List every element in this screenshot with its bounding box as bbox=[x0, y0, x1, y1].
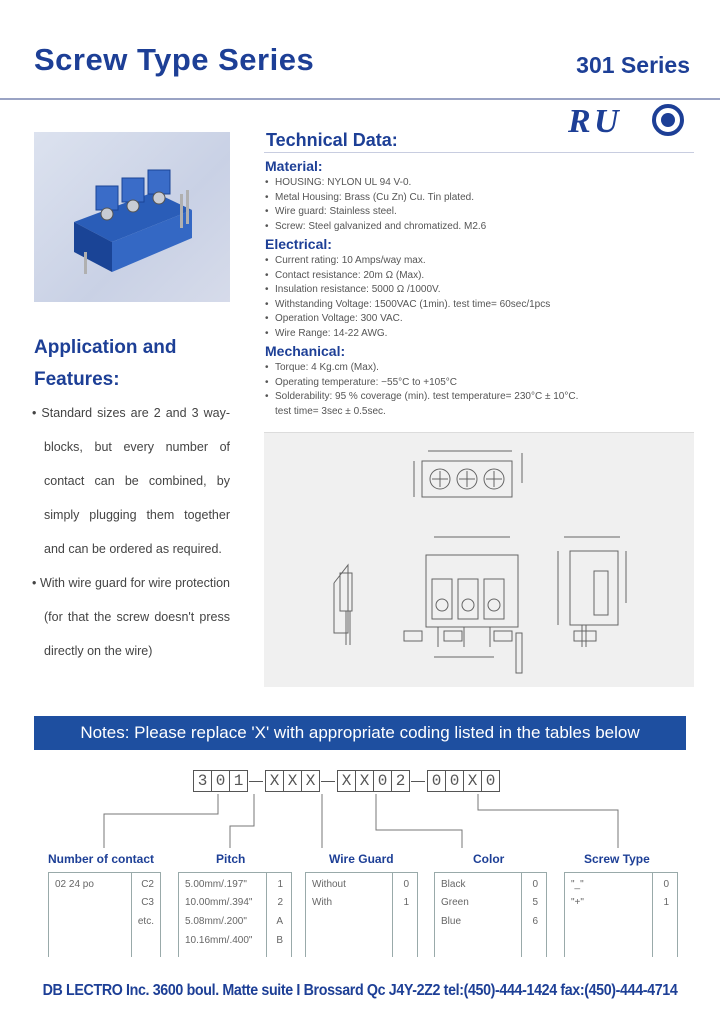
contact-table: 02 24 po C2 C3 etc. bbox=[48, 872, 161, 957]
list-item: • Torque: 4 Kg.cm (Max). bbox=[265, 361, 695, 376]
list-item: • Operating temperature: −55°C to +105°C bbox=[265, 376, 695, 391]
electrical-title: Electrical: bbox=[265, 236, 332, 252]
screw-type-header: Screw Type bbox=[584, 852, 650, 866]
color-table: Black 0 Green 5 Blue 6 bbox=[434, 872, 547, 957]
wire-guard-table: Without 0 With 1 bbox=[305, 872, 418, 957]
code-separator bbox=[321, 781, 335, 782]
svg-text:U: U bbox=[594, 103, 619, 140]
list-item: • Operation Voltage: 300 VAC. bbox=[265, 312, 695, 327]
code-digit: 0 bbox=[427, 770, 446, 792]
code-digit: 0 bbox=[481, 770, 500, 792]
code-digit: X bbox=[265, 770, 284, 792]
technical-divider bbox=[264, 152, 694, 153]
technical-data bbox=[265, 156, 695, 419]
series-label: 301 Series bbox=[576, 52, 690, 78]
code-digit: 1 bbox=[229, 770, 248, 792]
pitch-table: 5.00mm/.197" 1 10.00mm/.394" 2 5.08mm/.200" A 10.16mm/.400" B bbox=[178, 872, 292, 957]
mechanical-title: Mechanical: bbox=[265, 343, 346, 359]
code-separator bbox=[411, 781, 425, 782]
features-list bbox=[30, 396, 230, 668]
mechanical-list bbox=[265, 361, 695, 419]
code-digit: X bbox=[463, 770, 482, 792]
feature-item: • With wire guard for wire protection (for that the screw doesn't press directly on the wire) bbox=[32, 576, 230, 658]
electrical-list bbox=[265, 254, 695, 341]
list-item: • Wire Range: 14-22 AWG. bbox=[265, 327, 695, 342]
material-title: Material: bbox=[265, 158, 323, 174]
company-contact-footer: DB LECTRO Inc. 3600 boul. Matte suite I Brossard Qc J4Y-2Z2 tel:(450)-444-1424 fax:(450)-444-4714 bbox=[42, 982, 678, 999]
dimension-drawing bbox=[264, 432, 694, 687]
screw-type-table: "_" 0 "+" 1 bbox=[564, 872, 678, 957]
code-digit: 3 bbox=[193, 770, 212, 792]
list-item: • Metal Housing: Brass (Cu Zn) Cu. Tin plated. bbox=[265, 191, 695, 206]
notes-banner: Notes: Please replace 'X' with appropriate coding listed in the tables below bbox=[34, 716, 686, 750]
terminal-block-image bbox=[74, 170, 192, 274]
list-item-continuation: test time= 3sec ± 0.5sec. bbox=[275, 405, 386, 417]
list-item: • Current rating: 10 Amps/way max. bbox=[265, 254, 695, 269]
product-photo bbox=[34, 132, 230, 302]
csa-icon bbox=[654, 106, 682, 134]
list-item: • Solderability: 95 % coverage (min). test temperature= 230°C ± 10°C. bbox=[265, 390, 695, 405]
pitch-header: Pitch bbox=[216, 852, 246, 866]
code-digit: 0 bbox=[211, 770, 230, 792]
list-item: • Contact resistance: 20m Ω (Max). bbox=[265, 269, 695, 284]
code-separator bbox=[249, 781, 263, 782]
color-header: Color bbox=[473, 852, 505, 866]
ul-icon bbox=[567, 103, 621, 140]
code-digit: 0 bbox=[445, 770, 464, 792]
list-item: • Wire guard: Stainless steel. bbox=[265, 205, 695, 220]
svg-text:R: R bbox=[568, 103, 591, 140]
list-item: • Withstanding Voltage: 1500VAC (1min). test time= 60sec/1pcs bbox=[265, 298, 695, 313]
page-title: Screw Type Series bbox=[34, 42, 315, 77]
application-title: Application and Features: bbox=[34, 337, 177, 390]
code-digit: 2 bbox=[391, 770, 410, 792]
contact-header: Number of contact bbox=[48, 852, 155, 866]
code-digit: X bbox=[355, 770, 374, 792]
technical-data-title: Technical Data: bbox=[266, 130, 398, 150]
code-digit: 0 bbox=[373, 770, 392, 792]
list-item: • Screw: Steel galvanized and chromatized. M2.6 bbox=[265, 220, 695, 235]
certification-marks bbox=[560, 98, 690, 146]
list-item: • Insulation resistance: 5000 Ω /1000V. bbox=[265, 283, 695, 298]
material-list bbox=[265, 176, 695, 234]
feature-item: • Standard sizes are 2 and 3 way-blocks, but every number of contact can be combined, by simply plugging them together and can be ordered as required. bbox=[32, 406, 230, 556]
code-digit: X bbox=[301, 770, 320, 792]
code-digit: X bbox=[337, 770, 356, 792]
list-item: • HOUSING: NYLON UL 94 V-0. bbox=[265, 176, 695, 191]
wire-guard-header: Wire Guard bbox=[329, 852, 394, 866]
code-digit: X bbox=[283, 770, 302, 792]
